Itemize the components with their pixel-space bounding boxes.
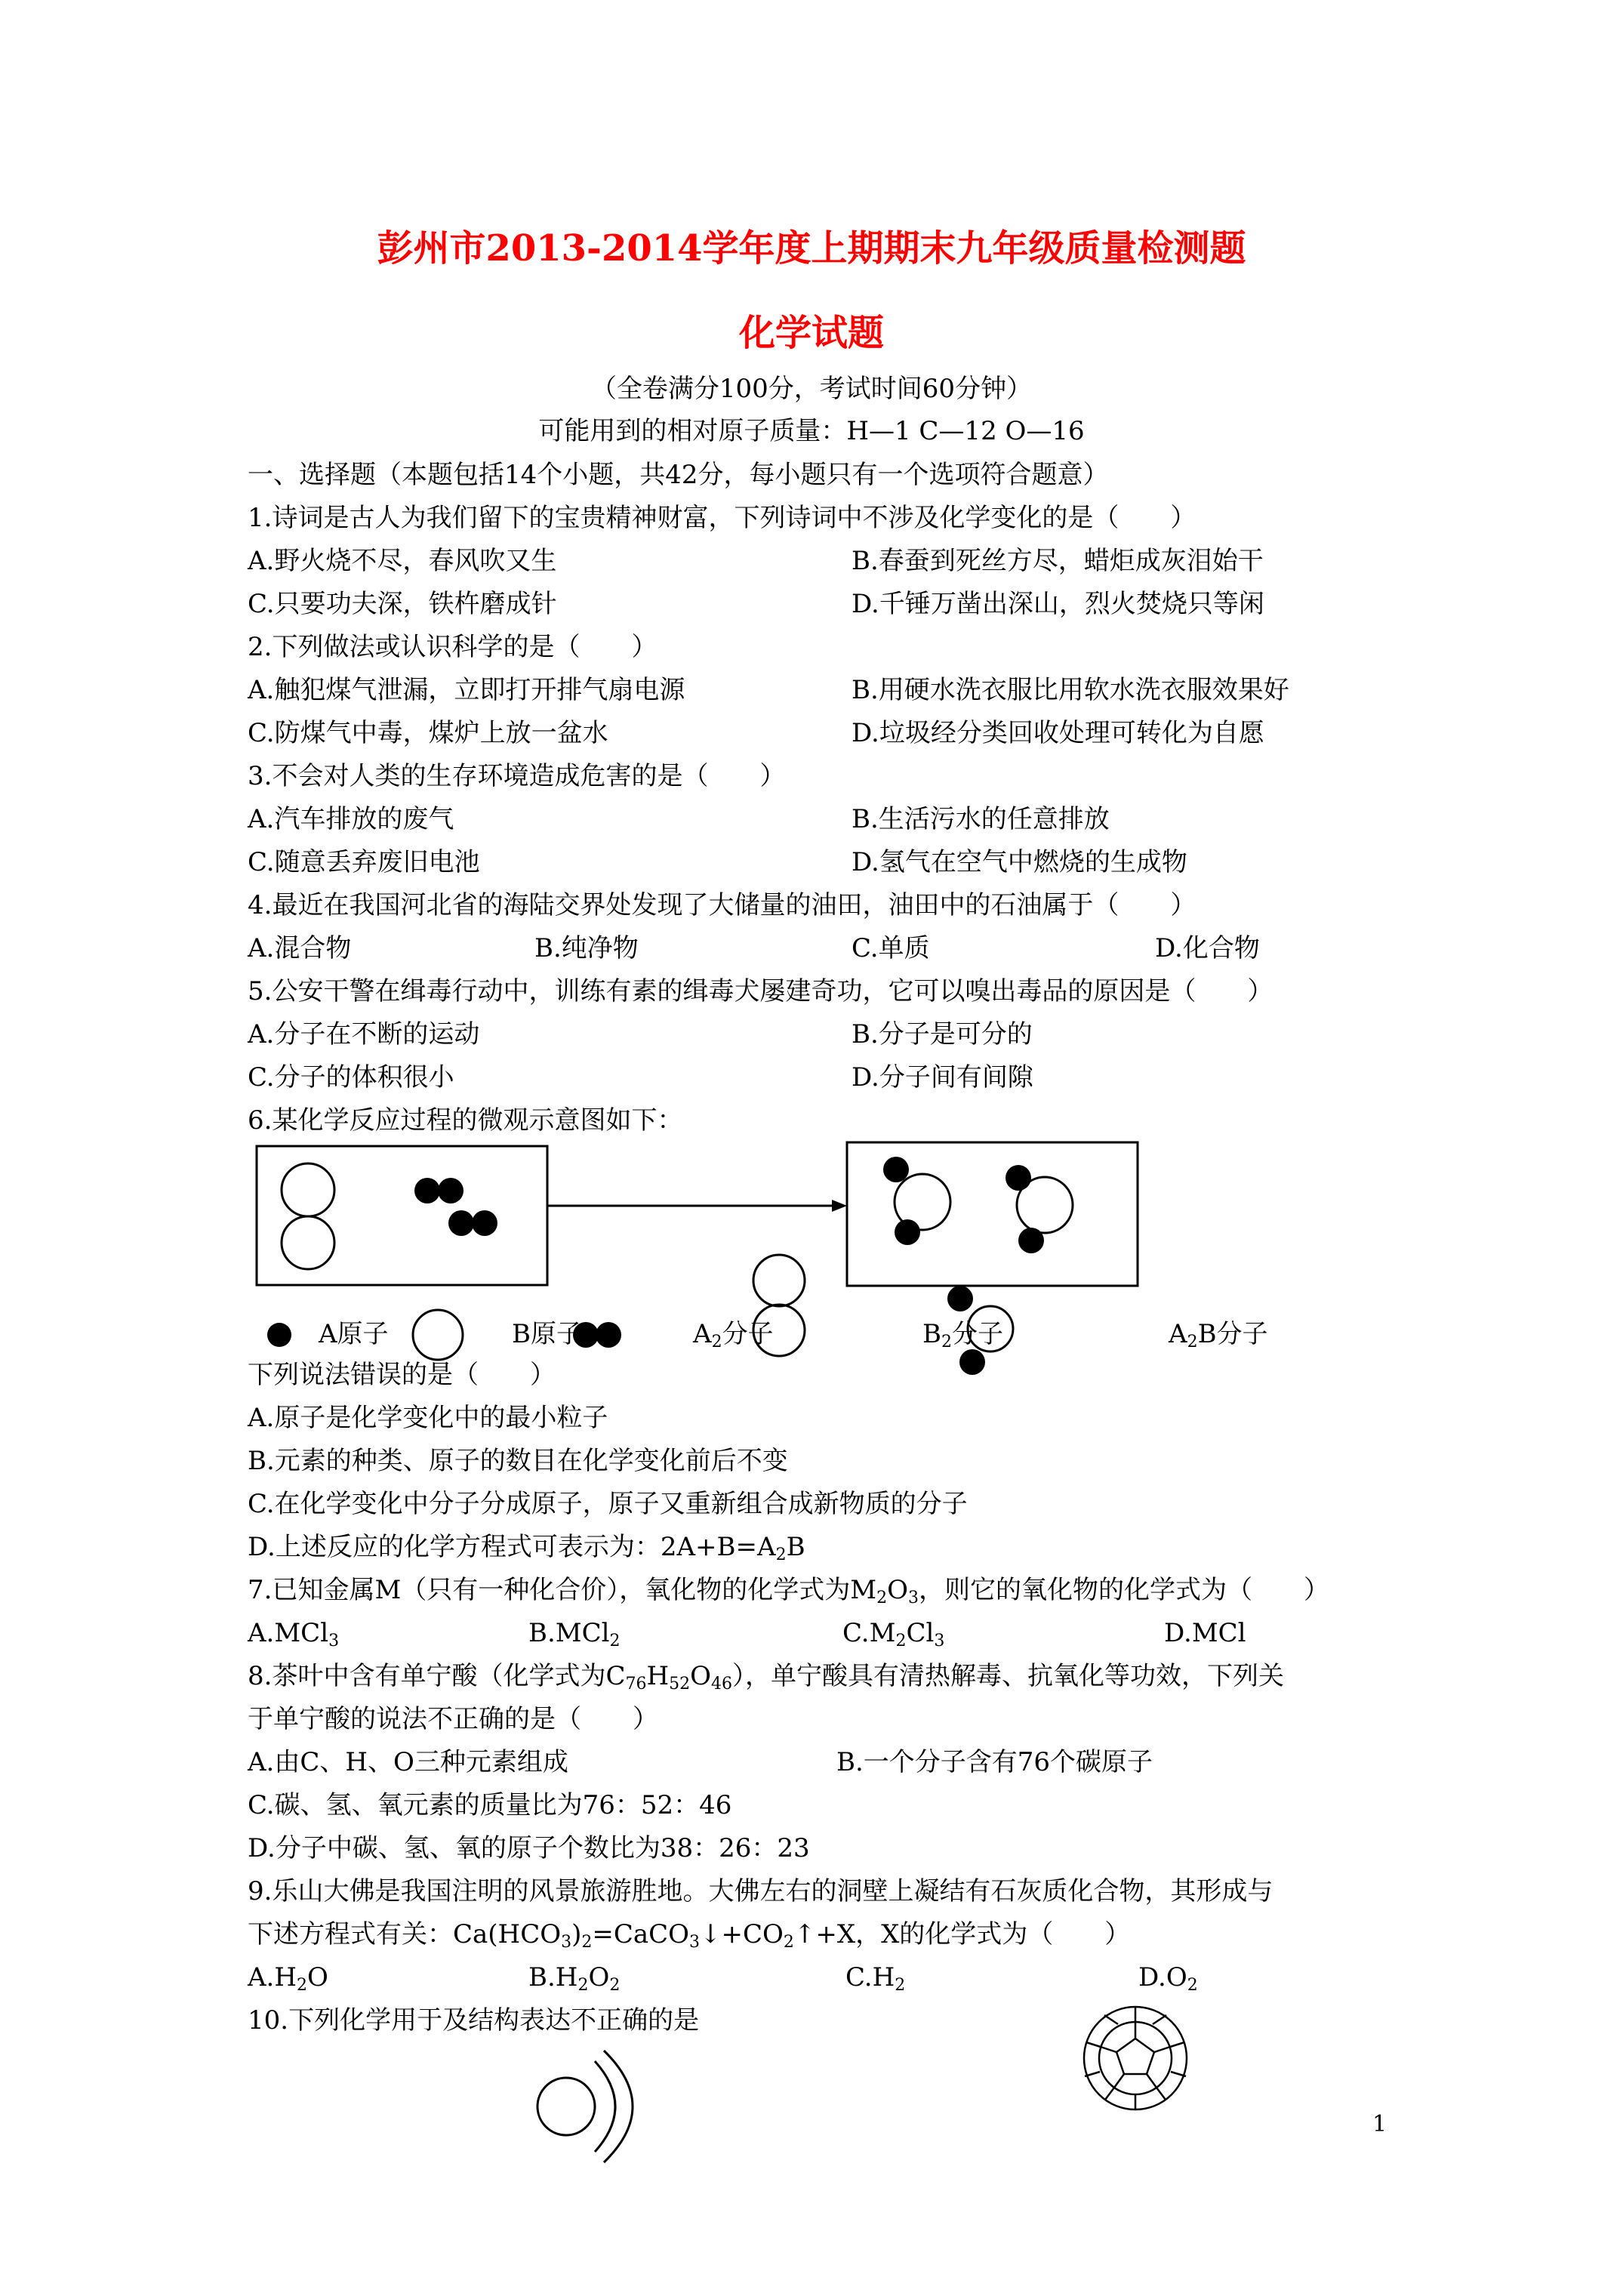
q9-option-b: $B.H_2O_2$	[528, 1962, 621, 1995]
exam-title: 彭州市2013-2014学年度上期期末九年级质量检测题	[377, 227, 1246, 270]
q8-option-c: C.碳、氢、氧元素的质量比为76：52：46	[248, 1790, 732, 1820]
q4-stem: 4.最近在我国河北省的海陆交界处发现了大储量的油田，油田中的石油属于（ ）	[248, 890, 1196, 920]
q2-option-a: A.触犯煤气泄漏，立即打开排气扇电源	[248, 675, 685, 705]
q7-option-d: D.MCl	[1164, 1618, 1246, 1648]
q6-option-c: C.在化学变化中分子分成原子，原子又重新组合成新物质的分子	[248, 1489, 968, 1519]
exam-subtitle: 化学试题	[738, 312, 884, 354]
q1-stem: 1.诗词是古人为我们留下的宝贵精神财富，下列诗词中不涉及化学变化的是（ ）	[248, 503, 1196, 533]
q3-option-b: B.生活污水的任意排放	[852, 804, 1110, 834]
page-number: 1	[1372, 2111, 1387, 2137]
q2-option-d: D.垃圾经分类回收处理可转化为自愿	[852, 718, 1264, 748]
q2-option-b: B.用硬水洗衣服比用软水洗衣服效果好	[852, 675, 1289, 705]
q5-option-d: D.分子间有间隙	[852, 1062, 1033, 1093]
q5-option-b: B.分子是可分的	[852, 1019, 1033, 1049]
q6-option-a: A.原子是化学变化中的最小粒子	[248, 1403, 608, 1433]
q8-option-d: D.分子中碳、氢、氧的原子个数比为38：26：23	[248, 1833, 810, 1863]
q8-stem-line2: 于单宁酸的说法不正确的是（ ）	[248, 1704, 658, 1734]
fullerene-c60-icon	[1084, 2007, 1187, 2110]
q5-option-c: C.分子的体积很小	[248, 1062, 454, 1093]
atomic-mass-values: H—1 C—12 O—16	[846, 416, 1085, 446]
q4-option-d: D.化合物	[1155, 933, 1260, 963]
legend-a2b-molecule-label: $A_2B$分子	[1169, 1319, 1268, 1351]
q6-prompt: 下列说法错误的是（ ）	[248, 1360, 556, 1390]
legend-a-atom-label: A原子	[319, 1319, 389, 1349]
q3-stem: 3.不会对人类的生存环境造成危害的是（ ）	[248, 761, 786, 791]
q4-option-a: A.混合物	[248, 933, 352, 963]
q6-stem: 6.某化学反应过程的微观示意图如下：	[248, 1105, 683, 1136]
q4-option-c: C.单质	[852, 933, 930, 963]
q7-option-b: B.MCl$_2$	[528, 1618, 621, 1650]
atomic-mass-prefix: 可能用到的相对原子质量：	[538, 416, 847, 446]
legend-b-atom-label: B原子	[512, 1319, 582, 1349]
exam-info: （全卷满分100分，考试时间60分钟）	[590, 374, 1033, 404]
q2-stem: 2.下列做法或认识科学的是（ ）	[248, 632, 658, 662]
legend-b2-molecule-label: $B_2$分子	[922, 1319, 1003, 1351]
q9-option-c: $C.H_2$	[845, 1962, 906, 1995]
q9-option-d: $D.O_2$	[1138, 1962, 1198, 1995]
q7-option-c: $C.M_2Cl_3$	[842, 1618, 945, 1650]
q1-option-a: A.野火烧不尽，春风吹又生	[248, 546, 557, 576]
q2-option-c: C.防煤气中毒，煤炉上放一盆水	[248, 718, 608, 748]
q3-option-a: A.汽车排放的废气	[248, 804, 454, 834]
q8-option-b: B.一个分子含有76个碳原子	[836, 1747, 1153, 1777]
q4-option-b: B.纯净物	[534, 933, 639, 963]
atom-structure-icon	[537, 2051, 633, 2162]
q3-option-d: D.氢气在空气中燃烧的生成物	[852, 847, 1187, 877]
q9-stem: 9.乐山大佛是我国注明的风景旅游胜地。大佛左右的洞壁上凝结有石灰质化合物，其形成与	[248, 1876, 1273, 1906]
q5-stem: 5.公安干警在缉毒行动中，训练有素的缉毒犬屡建奇功，它可以嗅出毒品的原因是（ ）	[248, 976, 1273, 1006]
q1-option-b: B.春蚕到死丝方尽，蜡炬成灰泪始干	[852, 546, 1264, 576]
q5-option-a: A.分子在不断的运动	[248, 1019, 480, 1049]
q8-option-a: A.由C、H、O三种元素组成	[248, 1747, 568, 1777]
q6-option-d: D.上述反应的化学方程式可表示为：$2A+B=A_2B$	[248, 1532, 805, 1564]
q6-option-b: B.元素的种类、原子的数目在化学变化前后不变	[248, 1446, 788, 1476]
q10-stem: 10.下列化学用于及结构表达不正确的是	[248, 2005, 700, 2036]
q9-option-a: $A.H_2O$	[248, 1962, 328, 1995]
q7-option-a: A.MCl$_3$	[248, 1618, 340, 1650]
q9-equation: 下述方程式有关：$Ca(HCO_3)_2=CaCO_3↓+CO_2↑+X$，X的化学式为（ ）	[248, 1919, 1131, 1952]
q8-stem: 8.茶叶中含有单宁酸（化学式为$C_{76}H_{52}O_{46}$），单宁酸具有清热解毒、抗氧化等功效，下列关	[248, 1661, 1284, 1693]
section-one-heading: 一、选择题（本题包括14个小题，共42分，每小题只有一个选项符合题意）	[248, 460, 1109, 490]
q3-option-c: C.随意丢弃废旧电池	[248, 847, 480, 877]
q1-option-c: C.只要功夫深，铁杵磨成针	[248, 589, 557, 619]
q7-stem: 7.已知金属M（只有一种化合价），氧化物的化学式为$M_2O_3$，则它的氧化物的化学式为（ ）	[248, 1575, 1329, 1607]
q1-option-d: D.千锤万凿出深山，烈火焚烧只等闲	[852, 589, 1264, 619]
legend-a2-molecule-label: $A_2$分子	[693, 1319, 774, 1351]
